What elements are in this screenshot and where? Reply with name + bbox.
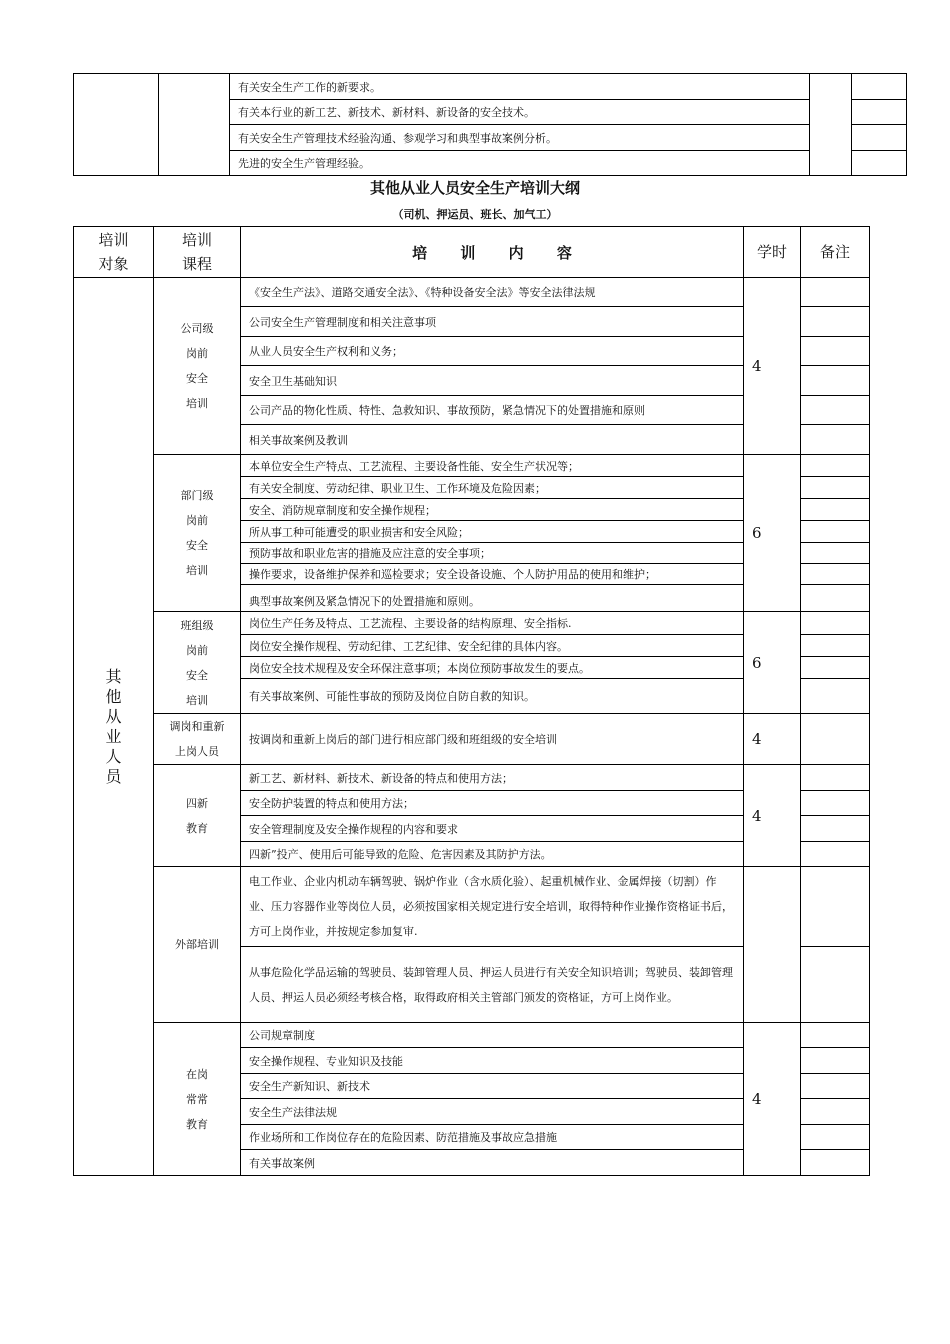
course-line: 岗前 — [186, 643, 208, 657]
content-item: 所从事工种可能遭受的职业损害和安全风险； — [241, 521, 744, 543]
top-remark-cell — [852, 125, 907, 151]
remark-cell — [801, 366, 870, 396]
training-outline-table — [73, 226, 870, 1176]
remark-cell — [801, 714, 870, 765]
target-char: 员 — [105, 766, 122, 786]
remark-cell — [801, 521, 870, 543]
header-course — [154, 227, 241, 278]
remark-cell — [801, 425, 870, 455]
content-item: 安全生产法律法规 — [241, 1099, 744, 1125]
target-char: 他 — [105, 686, 122, 706]
remark-cell — [801, 612, 870, 635]
course-line: 培训 — [186, 397, 208, 410]
course-team-level — [154, 612, 241, 714]
top-hours-cell — [810, 74, 852, 176]
target-char: 从 — [105, 706, 122, 726]
header-hours: 学时 — [744, 227, 801, 278]
course-line: 安全 — [186, 668, 208, 682]
page-title: 其他从业人员安全生产培训大纲 — [369, 179, 580, 197]
remark-cell — [801, 867, 870, 947]
remark-cell — [801, 947, 870, 1023]
top-remark-cell — [852, 74, 907, 100]
header-target — [74, 227, 154, 278]
remark-cell — [801, 477, 870, 499]
course-line: 上岗人员 — [175, 745, 219, 758]
remark-cell — [801, 1125, 870, 1150]
target-char: 业 — [105, 726, 122, 746]
remark-cell — [801, 1048, 870, 1074]
content-item: 作业场所和工作岗位存在的危险因素、防范措施及事故应急措施 — [241, 1125, 744, 1150]
content-item: 公司安全生产管理制度和相关注意事项 — [241, 307, 744, 337]
remark-cell — [801, 564, 870, 585]
top-content-row-2: 有关本行业的新工艺、新技术、新材料、新设备的安全技术。 — [230, 100, 810, 125]
header-content: 培 训 内 容 — [241, 227, 744, 278]
content-item: 有关事故案例 — [241, 1150, 744, 1176]
remark-cell — [801, 543, 870, 564]
course-line: 调岗和重新 — [169, 720, 225, 733]
remark-cell — [801, 679, 870, 714]
remark-cell — [801, 396, 870, 425]
content-item: 岗位安全技术规程及安全环保注意事项；本岗位预防事故发生的要点。 — [241, 657, 744, 679]
remark-cell — [801, 791, 870, 816]
content-item: 安全管理制度及安全操作规程的内容和要求 — [241, 816, 744, 842]
remark-cell — [801, 1099, 870, 1125]
remark-cell — [801, 657, 870, 679]
content-item: 从事危险化学品运输的驾驶员、装卸管理人员、押运人员进行有关安全知识培训；驾驶员、装卸管理人员、押运人员必须经考核合格，取得政府相关主管部门颁发的资格证，方可上岗作业。 — [241, 947, 744, 1023]
content-item: 预防事故和职业危害的措施及应注意的安全事项； — [241, 543, 744, 564]
table-header-row — [74, 227, 870, 278]
course-line: 班组级 — [180, 618, 214, 632]
content-item: 四新”投产、使用后可能导致的危险、危害因素及其防护方法。 — [241, 842, 744, 867]
content-item: 公司产品的物化性质、特性、急救知识、事故预防，紧急情况下的处置措施和原则 — [241, 396, 744, 425]
header-target-line: 对象 — [98, 255, 129, 273]
top-content-row-3: 有关安全生产管理技术经验沟通、参观学习和典型事故案例分析。 — [230, 125, 810, 151]
course-line: 培训 — [186, 693, 208, 707]
course-four-new — [154, 765, 241, 867]
course-transfer — [154, 714, 241, 765]
course-line: 安全 — [186, 372, 208, 385]
top-content-row-1: 有关安全生产工作的新要求。 — [230, 74, 810, 100]
content-item: 安全、消防规章制度和安全操作规程； — [241, 499, 744, 521]
course-line: 培训 — [186, 564, 208, 577]
content-item: 从业人员安全生产权利和义务； — [241, 337, 744, 366]
header-course-line: 培训 — [181, 231, 212, 249]
hours-department-level: 6 — [744, 455, 801, 612]
remark-cell — [801, 337, 870, 366]
content-item: 本单位安全生产特点、工艺流程、主要设备性能、安全生产状况等； — [241, 455, 744, 477]
course-line: 教育 — [186, 1117, 208, 1131]
content-item: 有关事故案例、可能性事故的预防及岗位自防自救的知识。 — [241, 679, 744, 714]
remark-cell — [801, 455, 870, 477]
course-department-level — [154, 455, 241, 612]
previous-page-table — [73, 73, 907, 176]
course-on-post — [154, 1023, 241, 1176]
content-item: 岗位生产任务及特点、工艺流程、主要设备的结构原理、安全指标. — [241, 612, 744, 635]
course-line: 四新 — [186, 796, 208, 810]
remark-cell — [801, 278, 870, 307]
top-remark-cell — [852, 100, 907, 125]
hours-transfer: 4 — [744, 714, 801, 765]
content-item: 《安全生产法》、道路交通安全法》、《特种设备安全法》等安全法律法规 — [241, 278, 744, 307]
content-item: 安全生产新知识、新技术 — [241, 1074, 744, 1099]
remark-cell — [801, 1150, 870, 1176]
remark-cell — [801, 499, 870, 521]
header-target-line: 培训 — [98, 231, 129, 249]
course-company-level — [154, 278, 241, 455]
content-item: 操作要求，设备维护保养和巡检要求；安全设备设施、个人防护用品的使用和维护； — [241, 564, 744, 585]
content-item: 有关安全制度、劳动纪律、职业卫生、工作环境及危险因素； — [241, 477, 744, 499]
course-line: 公司级 — [180, 322, 214, 335]
remark-cell — [801, 765, 870, 791]
target-char: 人 — [105, 746, 122, 766]
course-line: 岗前 — [186, 347, 208, 360]
course-line: 常常 — [186, 1092, 208, 1106]
top-content-row-4: 先进的安全生产管理经验。 — [230, 151, 810, 176]
course-line: 外部培训 — [175, 938, 219, 951]
course-line: 在岗 — [186, 1067, 208, 1081]
remark-cell — [801, 307, 870, 337]
target-cell — [74, 278, 154, 1176]
course-line: 岗前 — [186, 514, 208, 527]
target-char: 其 — [105, 666, 122, 686]
remark-cell — [801, 635, 870, 657]
remark-cell — [801, 816, 870, 842]
hours-team-level: 6 — [744, 612, 801, 714]
top-remark-cell — [852, 151, 907, 176]
course-line: 部门级 — [180, 489, 214, 502]
content-item: 新工艺、新材料、新技术、新设备的特点和使用方法； — [241, 765, 744, 791]
hours-company-level: 4 — [744, 278, 801, 455]
content-item: 电工作业、企业内机动车辆驾驶、锅炉作业（含水质化验）、起重机械作业、金属焊接（切割）作业、压力容器作业等岗位人员，必须按国家相关规定进行安全培训，取得特种作业操作资格证书后，方可上岗作业，并按规定参加复审. — [241, 867, 744, 947]
remark-cell — [801, 585, 870, 612]
content-item: 岗位安全操作规程、劳动纪律、工艺纪律、安全纪律的具体内容。 — [241, 635, 744, 657]
course-line: 教育 — [186, 821, 208, 835]
hours-external — [744, 867, 801, 1023]
course-line: 安全 — [186, 539, 208, 552]
top-course-cell — [159, 74, 230, 176]
page-subtitle: （司机、押运员、班长、加气工） — [392, 208, 558, 221]
content-item: 典型事故案例及紧急情况下的处置措施和原则。 — [241, 585, 744, 612]
remark-cell — [801, 1074, 870, 1099]
course-external — [154, 867, 241, 1023]
content-item: 安全操作规程、专业知识及技能 — [241, 1048, 744, 1074]
content-item: 按调岗和重新上岗后的部门进行相应部门级和班组级的安全培训 — [241, 714, 744, 765]
header-course-line: 课程 — [181, 255, 212, 273]
content-item: 安全防护装置的特点和使用方法； — [241, 791, 744, 816]
content-item: 安全卫生基础知识 — [241, 366, 744, 396]
content-item: 相关事故案例及教训 — [241, 425, 744, 455]
content-item: 公司规章制度 — [241, 1023, 744, 1048]
remark-cell — [801, 1023, 870, 1048]
hours-on-post: 4 — [744, 1023, 801, 1176]
header-remark: 备注 — [801, 227, 870, 278]
remark-cell — [801, 842, 870, 867]
hours-four-new: 4 — [744, 765, 801, 867]
top-target-cell — [74, 74, 159, 176]
